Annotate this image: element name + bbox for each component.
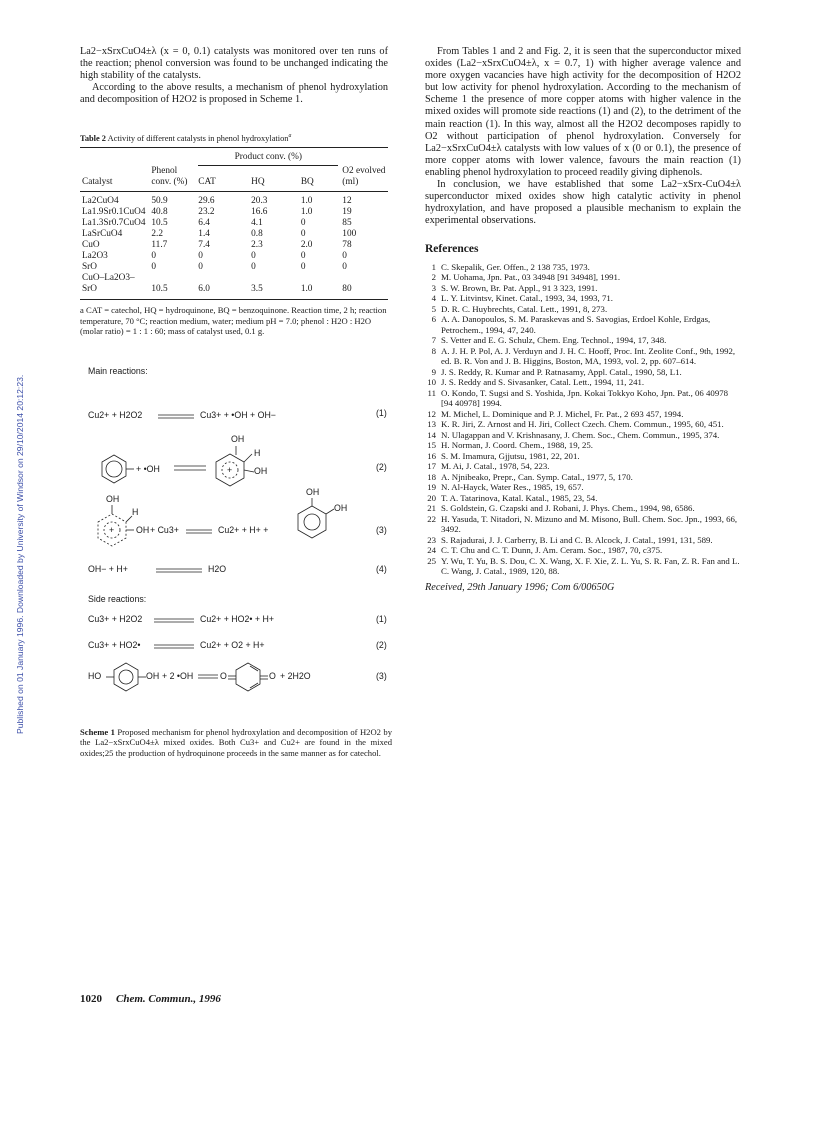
received-line: Received, 29th January 1996; Com 6/00650G xyxy=(425,581,615,593)
reference-item xyxy=(425,545,741,556)
reference-number: 20 xyxy=(427,492,436,503)
value-cell: 0 xyxy=(300,229,306,240)
reference-item xyxy=(425,440,741,451)
main-2-num: (2) xyxy=(376,462,387,472)
value-cell: 0 xyxy=(151,251,157,262)
value-cell: 4.1 xyxy=(251,218,263,229)
catalyst-cell: SrO xyxy=(82,262,97,273)
reference-item xyxy=(425,472,741,483)
side-reactions-label: Side reactions: xyxy=(88,594,147,604)
catechol-oh-2: OH xyxy=(334,503,348,513)
table-header-cell: BQ xyxy=(299,166,340,192)
side-1-right: Cu2+ + HO2• + H+ xyxy=(200,614,274,624)
reference-item xyxy=(425,293,741,304)
main-3-oh-top: OH xyxy=(106,494,120,504)
value-cell: 80 xyxy=(340,273,388,300)
reference-text: H. Norman, J. Coord. Chem., 1988, 19, 25. xyxy=(441,440,593,450)
table-label: Table 2 xyxy=(80,134,106,144)
reference-text: C. Skepalik, Ger. Offen., 2 138 735, 1973. xyxy=(441,261,590,272)
references-heading: References xyxy=(425,243,479,256)
left-paragraph-1: La2−xSrxCuO4±λ (x = 0, 0.1) catalysts was monitored over ten runs of the reaction; phenol conversion was found to be unchanged indicating the high stability of the catalysts. xyxy=(80,46,388,82)
reference-item xyxy=(425,367,741,378)
value-cell: 3.5 xyxy=(249,273,299,300)
table-row xyxy=(80,262,388,273)
reference-text: S. M. Imamura, Gjjutsu, 1981, 22, 201. xyxy=(441,450,580,461)
main-3-plus: + xyxy=(109,525,115,535)
reference-item xyxy=(425,272,741,283)
reference-text: L. Y. Litvintsv, Kinet. Catal., 1993, 34, 1993, 71. xyxy=(441,293,613,303)
value-cell: 0 xyxy=(300,218,306,229)
reference-text: A. J. H. P. Pol, A. J. Verduyn and J. H. C. Hooff, Proc. Int. Zeolite Conf., 9th, 1992, ed. B. R. Von and J. B. Higgins, Boston, MA, 1993, vol. 2, pp. 607–614. xyxy=(441,345,736,366)
main-3-left: + Cu3+ xyxy=(150,525,179,535)
value-cell: 0 xyxy=(198,251,203,262)
reference-number: 3 xyxy=(431,282,436,293)
reference-number: 13 xyxy=(427,419,436,429)
side-3-left: + 2 •OH xyxy=(162,671,194,681)
table-2-caption xyxy=(80,134,388,144)
journal-name: Chem. Commun., 1996 xyxy=(116,993,221,1005)
catalyst-cell: La2CuO4 xyxy=(82,196,119,207)
reference-item xyxy=(425,461,741,472)
main-1-num: (1) xyxy=(376,408,387,418)
catalyst-cell: La2O3 xyxy=(82,251,108,262)
reference-item xyxy=(425,482,741,493)
table-row xyxy=(80,218,388,229)
value-cell: 0 xyxy=(198,262,203,273)
value-cell: 10.5 xyxy=(151,218,168,229)
main-2-oh-side: OH xyxy=(254,466,268,476)
table-title: Activity of different catalysts in phenol hydroxylation xyxy=(107,134,289,144)
main-4-num: (4) xyxy=(376,564,387,574)
reference-text: S. Goldstein, G. Czapski and J. Robani, J. Phys. Chem., 1994, 98, 6586. xyxy=(441,503,695,513)
reference-text: S. Vetter and E. G. Schulz, Chem. Eng. Technol., 1994, 17, 348. xyxy=(441,335,667,345)
hq-oh: OH xyxy=(146,671,160,681)
main-3-oh-side: OH xyxy=(136,525,150,535)
table-title-sup: a xyxy=(288,133,292,140)
value-cell: 20.3 xyxy=(251,196,268,207)
reference-number: 19 xyxy=(427,482,436,492)
reference-text: J. S. Reddy, R. Kumar and P. Ratnasamy, Appl. Catal., 1990, 58, L1. xyxy=(441,366,682,377)
reference-number: 10 xyxy=(427,377,436,387)
reference-text: D. R. C. Huybrechts, Catal. Lett., 1991, 8, 273. xyxy=(441,303,608,314)
value-cell: 6.0 xyxy=(196,273,249,300)
main-3-right: Cu2+ + H+ + xyxy=(218,525,269,535)
catalyst-cell: La1.3Sr0.7CuO4 xyxy=(82,218,146,229)
hq-ho: HO xyxy=(88,671,102,681)
reference-item xyxy=(425,535,741,546)
reference-item xyxy=(425,346,741,367)
value-cell: 1.0 xyxy=(299,273,340,300)
table-footnote: a CAT = catechol, HQ = hydroquinone, BQ = benzoquinone. Reaction time, 2 h; reaction temperature, 70 °C; reaction medium, water; medium pH = 7.0; phenol : H2O : H2O (molar ratio) = 1 : 1 : 60; mass of catalyst used, 0.1 g. xyxy=(80,305,387,336)
value-cell: 0 xyxy=(342,251,347,262)
side-2-left: Cu3+ + HO2• xyxy=(88,640,141,650)
value-cell: 50.9 xyxy=(151,196,168,207)
reference-number: 5 xyxy=(431,303,436,314)
table-header-cell: CAT xyxy=(196,166,249,192)
main-2-left: + •OH xyxy=(136,464,160,474)
reference-text: Y. Wu, T. Yu, B. S. Dou, C. X. Wang, X. F. Xie, Z. L. Yu, S. R. Fan, Z. R. Fan and L. C. Wang, J. Catal., 1989, 120, 88. xyxy=(441,555,740,576)
reference-text: J. S. Reddy and S. Sivasanker, Catal. Lett., 1994, 11, 241. xyxy=(441,377,645,387)
side-1-left: Cu3+ + H2O2 xyxy=(88,614,143,624)
bq-o-right: O xyxy=(269,671,276,681)
reference-number: 7 xyxy=(431,335,436,345)
reference-text: T. A. Tatarinova, Katal. Katal., 1985, 23, 54. xyxy=(441,492,598,503)
reference-item xyxy=(425,451,741,462)
value-cell: 29.6 xyxy=(198,196,215,207)
reference-number: 23 xyxy=(427,534,436,545)
main-1-left: Cu2+ + H2O2 xyxy=(88,410,143,420)
reference-number: 14 xyxy=(427,429,436,440)
reference-item xyxy=(425,493,741,504)
value-cell: 0 xyxy=(342,262,347,273)
reference-item xyxy=(425,283,741,294)
table-2 xyxy=(80,147,388,300)
table-header-cell: Catalyst xyxy=(80,166,149,192)
reference-text: M. Ai, J. Catal., 1978, 54, 223. xyxy=(441,461,550,471)
reference-text: S. W. Brown, Br. Pat. Appl., 91 3 323, 1991. xyxy=(441,282,598,293)
reference-item xyxy=(425,388,741,409)
table-row xyxy=(80,240,388,251)
catalyst-cell: CuO–La2O3–SrO xyxy=(80,273,149,300)
value-cell: 1.0 xyxy=(300,196,313,207)
table-header-cell: O2 evolved (ml) xyxy=(340,166,388,192)
value-cell: 7.4 xyxy=(198,240,210,251)
value-cell: 2.3 xyxy=(251,240,263,251)
reference-item xyxy=(425,503,741,514)
catechol-oh-1: OH xyxy=(306,487,320,497)
table-header-cell: Phenol conv. (%) xyxy=(149,166,196,192)
reference-item xyxy=(425,335,741,346)
value-cell: 1.4 xyxy=(198,229,210,240)
reference-item xyxy=(425,419,741,430)
catalyst-cell: CuO xyxy=(82,240,100,251)
reference-text: O. Kondo, T. Sugsi and S. Yoshida, Jpn. Kokai Tokkyo Koho, Jpn. Pat., 06 40978 [94 40978] 1994. xyxy=(441,387,729,408)
value-cell: 0 xyxy=(151,262,157,273)
value-cell: 1.0 xyxy=(300,207,313,218)
reference-text: N. Ulagappan and V. Krishnasany, J. Chem. Soc., Chem. Commun., 1995, 374. xyxy=(441,429,720,440)
side-3-right: + 2H2O xyxy=(280,671,311,681)
reference-item xyxy=(425,430,741,441)
main-reactions-label: Main reactions: xyxy=(88,366,148,376)
value-cell: 0 xyxy=(251,251,256,262)
value-cell: 23.2 xyxy=(198,207,215,218)
download-note-text: Published on 01 January 1996. Downloaded by University of Windsor on 29/10/2014 20:12:23. xyxy=(15,374,25,734)
group-header: Product conv. (%) xyxy=(196,148,340,167)
reference-text: S. Rajadurai, J. J. Carberry, B. Li and C. B. Alcock, J. Catal., 1991, 131, 589. xyxy=(441,534,713,545)
value-cell: 40.8 xyxy=(151,207,168,218)
value-cell: 78 xyxy=(342,240,352,251)
reference-number: 16 xyxy=(427,450,436,461)
table-row xyxy=(80,207,388,218)
bq-o-left: O xyxy=(220,671,227,681)
right-paragraph-2: In conclusion, we have established that some La2−xSrx-CuO4±λ superconductor mixed oxides show high catalytic activity in phenol hydroxylation, and have proposed a plausible mechanism to explain the experimental observations. xyxy=(425,179,741,227)
reference-text: M. Uohama, Jpn. Pat., 03 34948 [91 34948], 1991. xyxy=(441,272,621,282)
reference-number: 1 xyxy=(431,261,436,272)
value-cell: 12 xyxy=(342,196,352,207)
right-paragraph-1: From Tables 1 and 2 and Fig. 2, it is seen that the superconductor mixed oxides (La2−xSrxCuO4±λ, x = 0.7, 1) with higher average valence and more oxygen vacancies have high activity for the decomposition of H2O2 but low activity for phenol hydroxylation. According to the mechanism of Scheme 1 the presence of more copper atoms with higher valence in the mixed oxides will promote side reactions (1) and (2), to the detriment of the main reaction (1). In this way, almost all the H2O2 decomposes rapidly to O2 without participation of phenol hydroxylation. Conversely for La2−xSrxCuO4±λ catalysts with low values of x (0 or 0.1), the presence of more copper atoms with lower valence, favours the main reaction (1) enabling phenol hydroxylation to proceed readily giving diphenols. xyxy=(425,46,741,178)
scheme-caption-text: Proposed mechanism for phenol hydroxylation and decomposition of H2O2 by the La2−xSrxCuO4±λ mixed oxides. Both Cu3+ and Cu2+ are found in the mixed oxides;25 the production of hydroquinone proceeds in the same manner as for catechol. xyxy=(80,727,393,758)
reference-number: 2 xyxy=(431,272,436,282)
right-column xyxy=(425,46,741,594)
left-paragraph-2: According to the above results, a mechanism of phenol hydroxylation and decomposition of H2O2 is proposed in Scheme 1. xyxy=(80,82,388,106)
reference-number: 6 xyxy=(431,314,436,324)
reference-number: 17 xyxy=(427,461,436,471)
value-cell: 2.2 xyxy=(151,229,163,240)
value-cell: 100 xyxy=(342,229,357,240)
main-1-right: Cu3+ + •OH + OH− xyxy=(200,410,276,420)
main-3-num: (3) xyxy=(376,525,387,535)
reference-number: 9 xyxy=(431,366,436,377)
reference-item xyxy=(425,409,741,420)
side-3-num: (3) xyxy=(376,671,387,681)
value-cell: 0.8 xyxy=(251,229,263,240)
main-4-left: OH− + H+ xyxy=(88,564,128,574)
table-row xyxy=(80,192,388,208)
value-cell: 0 xyxy=(251,262,256,273)
table-row xyxy=(80,251,388,262)
reference-list xyxy=(425,262,741,577)
reference-number: 8 xyxy=(431,345,436,356)
reference-number: 24 xyxy=(427,545,436,555)
reference-item xyxy=(425,514,741,535)
catalyst-cell: La1.9Sr0.1CuO4 xyxy=(82,207,146,218)
value-cell: 19 xyxy=(342,207,352,218)
value-cell: 0 xyxy=(300,251,306,262)
reference-number: 15 xyxy=(427,440,436,450)
reference-number: 12 xyxy=(427,408,436,419)
value-cell: 10.5 xyxy=(149,273,196,300)
page-number: 1020 xyxy=(80,993,102,1005)
scheme-caption-label: Scheme 1 xyxy=(80,727,115,737)
reference-text: H. Yasuda, T. Nitadori, N. Mizuno and M. Misono, Bull. Chem. Soc. Jpn., 1993, 66, 3492. xyxy=(441,513,738,534)
reference-number: 11 xyxy=(427,387,436,398)
table-row xyxy=(80,229,388,240)
reference-text: N. Al-Hayck, Water Res., 1985, 19, 657. xyxy=(441,482,584,492)
side-2-num: (2) xyxy=(376,640,387,650)
main-3-h: H xyxy=(132,507,139,517)
reference-number: 18 xyxy=(427,471,436,482)
page-footer xyxy=(80,993,221,1005)
side-download-note xyxy=(4,180,25,740)
main-2-oh-top: OH xyxy=(231,434,245,444)
value-cell: 85 xyxy=(342,218,352,229)
reference-text: A. Njnibeako, Prepr., Can. Symp. Catal., 1977, 5, 170. xyxy=(441,471,633,482)
reference-item xyxy=(425,314,741,335)
reference-item xyxy=(425,262,741,273)
reference-number: 21 xyxy=(427,503,436,513)
value-cell: 16.6 xyxy=(251,207,268,218)
reference-item xyxy=(425,556,741,577)
reference-number: 22 xyxy=(427,513,436,524)
value-cell: 2.0 xyxy=(300,240,313,251)
value-cell: 11.7 xyxy=(151,240,168,251)
left-column xyxy=(80,46,388,336)
value-cell: 6.4 xyxy=(198,218,210,229)
reference-number: 25 xyxy=(427,555,436,566)
main-2-h: H xyxy=(254,448,261,458)
reference-text: C. T. Chu and C. T. Dunn, J. Am. Ceram. Soc., 1987, 70, c375. xyxy=(441,545,663,555)
reference-text: M. Michel, L. Dominique and P. J. Michel, Fr. Pat., 2 693 457, 1994. xyxy=(441,408,684,419)
table-row xyxy=(80,273,388,300)
scheme-caption xyxy=(80,727,392,758)
main-4-right: H2O xyxy=(208,564,227,574)
scheme-1 xyxy=(84,362,394,717)
catalyst-cell: LaSrCuO4 xyxy=(82,229,123,240)
main-2-plus: + xyxy=(227,465,233,475)
reference-item xyxy=(425,377,741,388)
reference-item xyxy=(425,304,741,315)
reference-text: K. R. Jiri, Z. Arnost and H. Jiri, Collect Czech. Chem. Commun., 1995, 60, 451. xyxy=(441,419,724,429)
side-2-right: Cu2+ + O2 + H+ xyxy=(200,640,265,650)
side-1-num: (1) xyxy=(376,614,387,624)
table-header-cell: HQ xyxy=(249,166,299,192)
reference-number: 4 xyxy=(431,293,436,303)
reference-text: A. A. Danopoulos, S. M. Paraskevas and S. Savogias, Erdoel Kohle, Erdgas, Petrochem., 1994, 47, 240. xyxy=(441,314,711,335)
value-cell: 0 xyxy=(300,262,306,273)
